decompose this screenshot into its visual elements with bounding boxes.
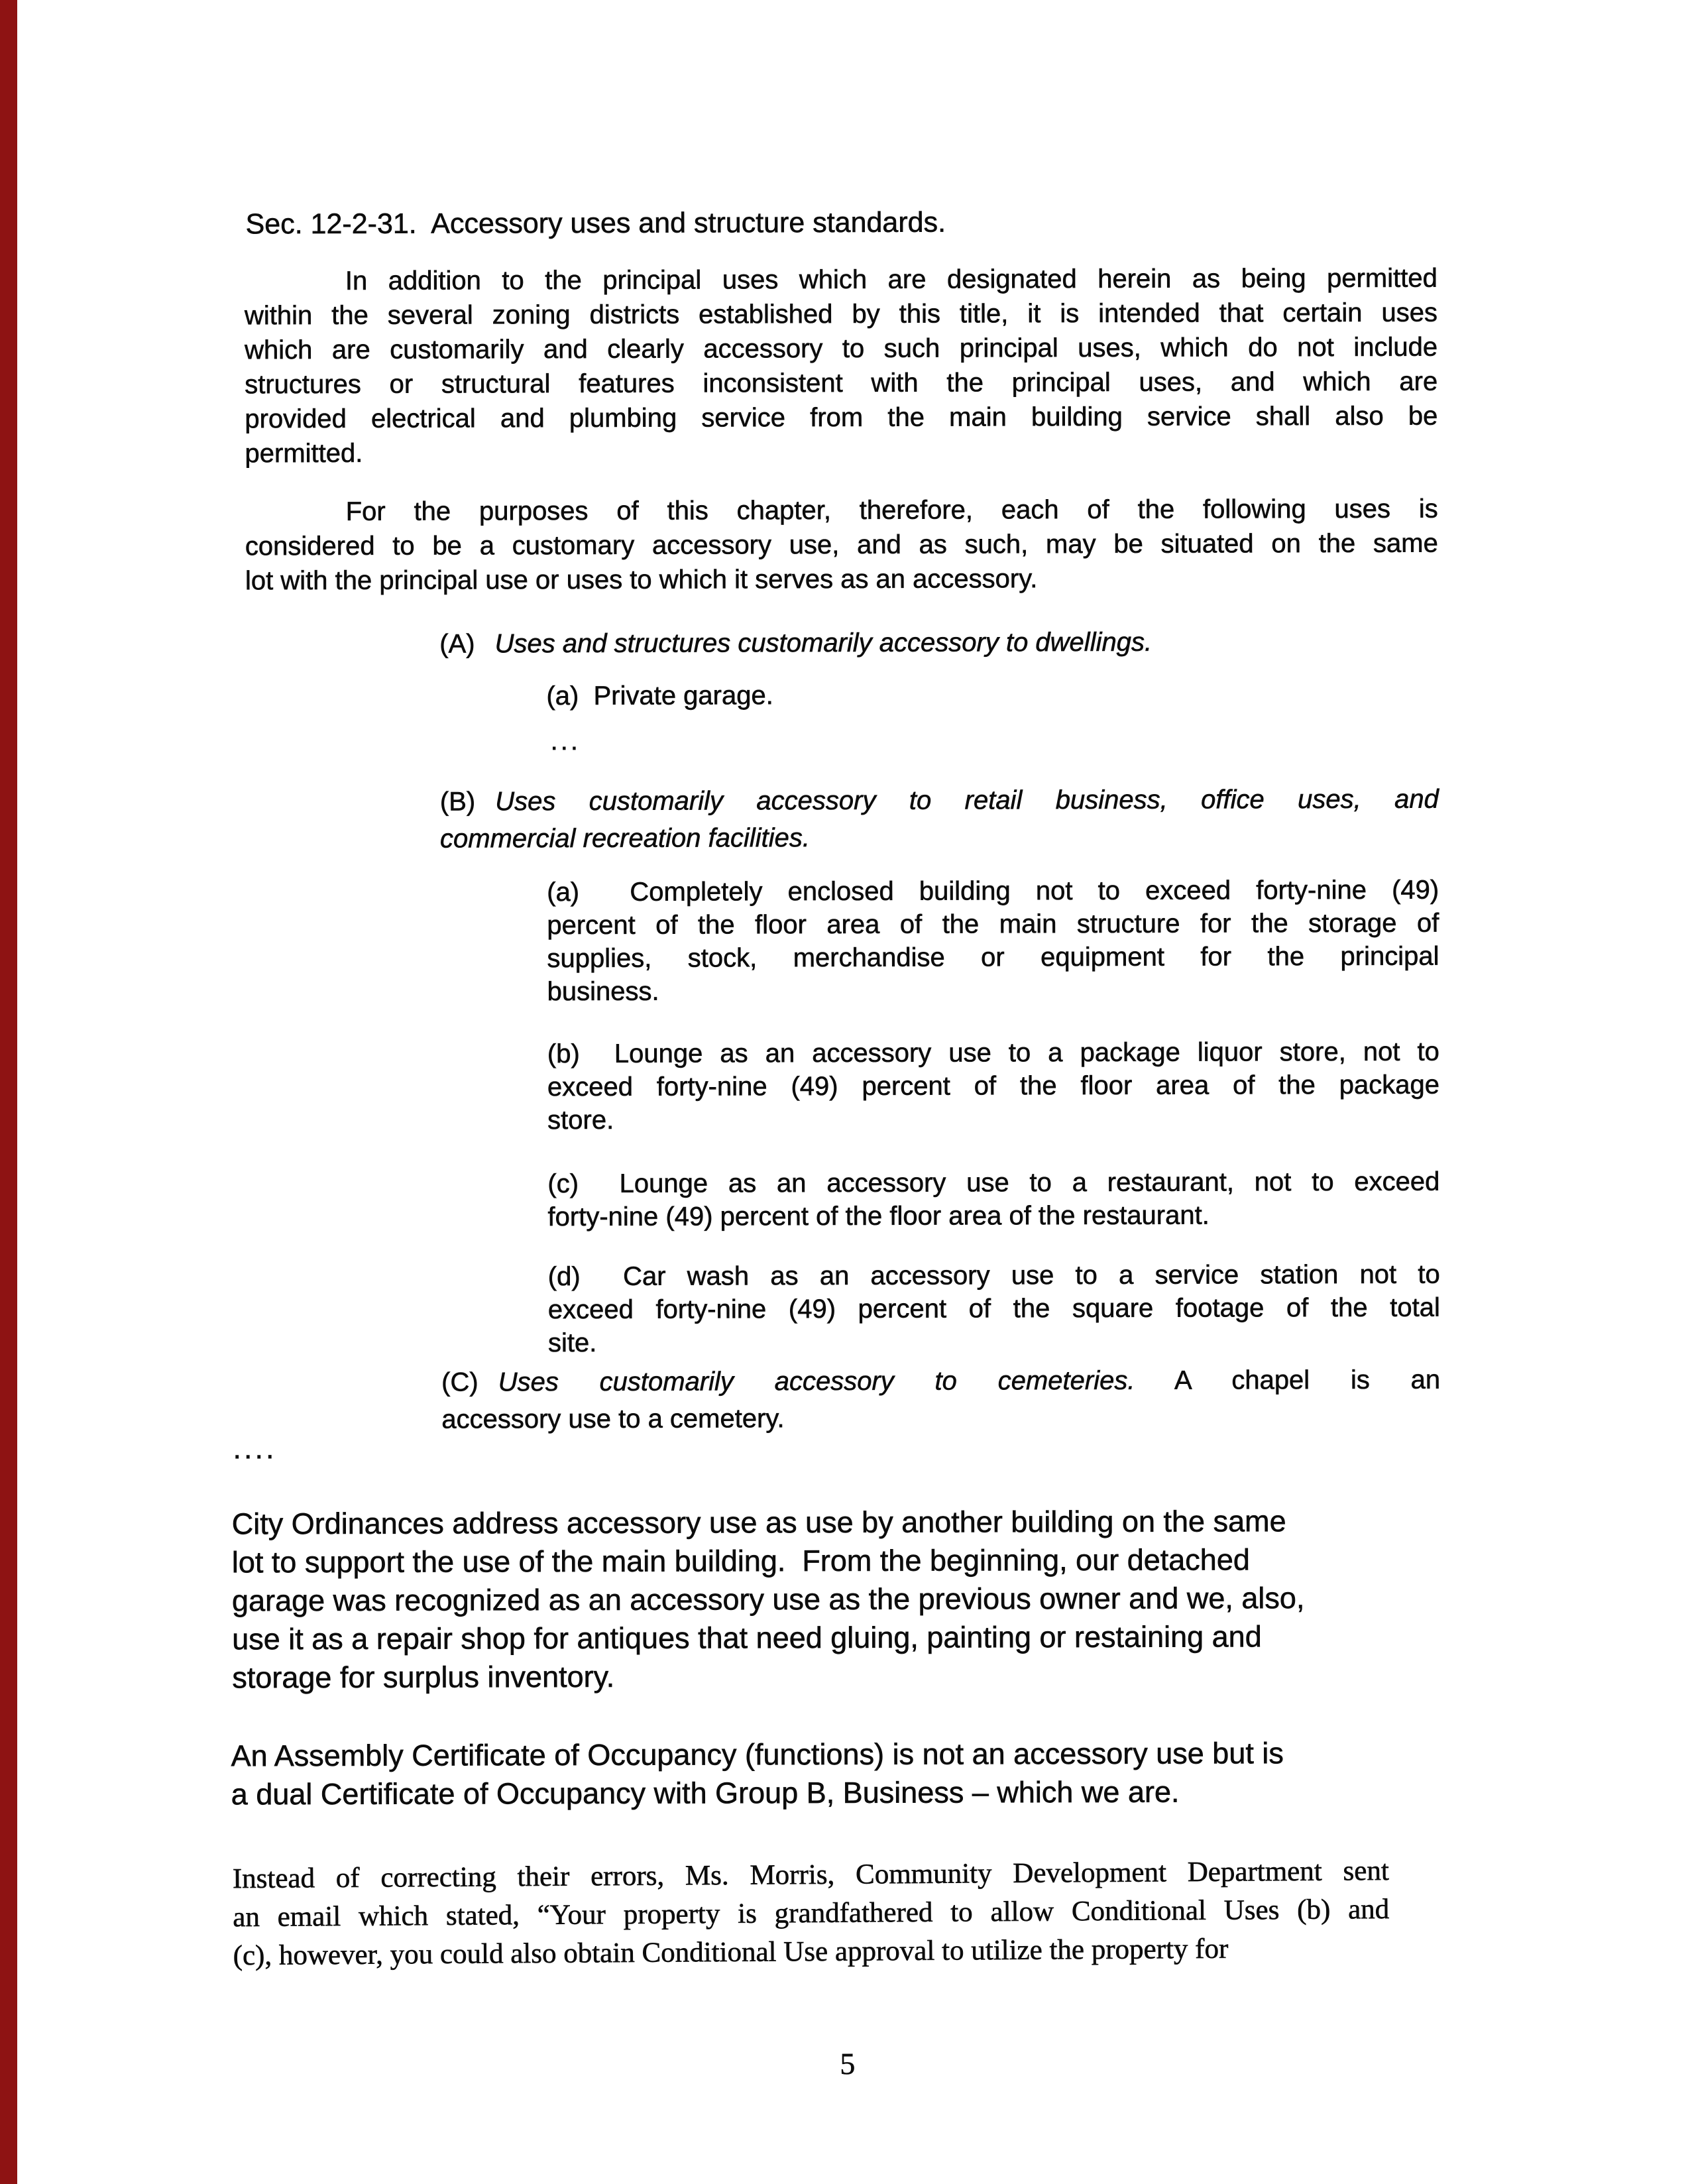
commentary-city-ordinances <box>232 1502 1432 1697</box>
text-line: site. <box>547 1328 597 1358</box>
item-label: (C) <box>441 1367 479 1397</box>
text-line: considered to be a customary accessory use, and as such, may be situated on the same <box>245 528 1438 561</box>
text-line: (c) Lounge as an accessory use to a restaurant, not to exceed <box>547 1167 1440 1199</box>
text-line <box>441 1361 1440 1401</box>
item-label: (A) <box>439 629 475 659</box>
ellipsis-marker: .... <box>233 1431 277 1466</box>
text-line: An Assembly Certificate of Occupancy (functions) is not an accessory use but is <box>231 1736 1284 1773</box>
item-desc: Uses customarily accessory to retail business, office uses, and <box>495 784 1439 817</box>
text-line: In addition to the principal uses which are designated herein as being permitted <box>345 263 1437 296</box>
commentary-email-quote <box>233 1852 1390 1975</box>
text-line: use it as a repair shop for antiques that need gluing, painting or restaining and <box>232 1619 1262 1656</box>
list-item-B-sub-c <box>547 1165 1439 1234</box>
text-line: (c), however, you could also obtain Conditional Use approval to utilize the property for <box>233 1933 1229 1972</box>
text-line: commercial recreation facilities. <box>439 823 811 854</box>
text-line: (d) Car wash as an accessory use to a service station not to <box>547 1259 1440 1292</box>
text-line: business. <box>547 976 659 1007</box>
list-item-A <box>439 624 1438 661</box>
text-line: garage was recognized as an accessory use as the previous owner and we, also, <box>231 1581 1305 1618</box>
item-text: A chapel is an <box>1174 1365 1441 1395</box>
text-line <box>439 624 1438 661</box>
text-line <box>440 781 1439 821</box>
text-line: For the purposes of this chapter, therefore, each of the following uses is <box>345 494 1438 526</box>
text-line: exceed forty-nine (49) percent of the floor area of the package <box>547 1070 1440 1102</box>
page-number: 5 <box>840 2046 856 2081</box>
intro-paragraph-2 <box>245 492 1438 599</box>
list-item-B-sub-d <box>548 1258 1440 1360</box>
text-line: accessory use to a cemetery. <box>441 1404 785 1434</box>
text-line: which are customarily and clearly accessory to such principal uses, which do not include <box>245 332 1438 365</box>
text-line: percent of the floor area of the main structure for the storage of <box>547 908 1439 941</box>
text-line: within the several zoning districts established by this title, it is intended that certain uses <box>244 298 1437 331</box>
text-line: store. <box>547 1105 614 1135</box>
text-line: supplies, stock, merchandise or equipment for the principal <box>547 941 1439 974</box>
list-item-C <box>441 1361 1440 1438</box>
text-line: Instead of correcting their errors, Ms. Morris, Community Development Department sent <box>232 1855 1389 1895</box>
item-desc: Uses and structures customarily accessory to dwellings. <box>494 627 1153 659</box>
text-line: City Ordinances address accessory use as use by another building on the same <box>231 1504 1286 1541</box>
text-line: permitted. <box>245 438 363 469</box>
item-desc: Uses customarily accessory to cemeteries. <box>498 1365 1135 1397</box>
text-line: storage for surplus inventory. <box>232 1659 615 1695</box>
text-line: lot with the principal use or uses to which it serves as an accessory. <box>245 564 1038 596</box>
text-line: an email which stated, “Your property is grandfathered to allow Conditional Uses (b) and <box>233 1894 1390 1933</box>
section-heading: Sec. 12-2-31. Accessory uses and structure standards. <box>245 206 946 241</box>
ellipsis-marker: ... <box>550 726 581 756</box>
text-line: structures or structural features inconsistent with the principal uses, and which are <box>245 367 1438 400</box>
text-line: exceed forty-nine (49) percent of the square footage of the total <box>547 1293 1440 1325</box>
text-line: forty-nine (49) percent of the floor area of the restaurant. <box>547 1200 1210 1232</box>
item-label: (B) <box>439 787 476 817</box>
text-line: provided electrical and plumbing service from the main building service shall also be <box>245 401 1438 434</box>
text-line: lot to support the use of the main building. From the beginning, our detached <box>231 1542 1250 1580</box>
text-line: (a) Completely enclosed building not to exceed forty-nine (49) <box>547 875 1439 907</box>
text-line: a dual Certificate of Occupancy with Group B, Business – which we are. <box>231 1774 1180 1811</box>
list-item-B-sub-a <box>547 874 1439 1009</box>
text-line: (b) Lounge as an accessory use to a package liquor store, not to <box>547 1037 1439 1069</box>
list-item-B-sub-b <box>547 1035 1439 1137</box>
list-item-A-sub-a: (a) Private garage. <box>546 681 773 711</box>
intro-paragraph-1 <box>245 261 1438 471</box>
list-item-B <box>440 781 1439 858</box>
commentary-assembly-certificate <box>231 1734 1431 1814</box>
